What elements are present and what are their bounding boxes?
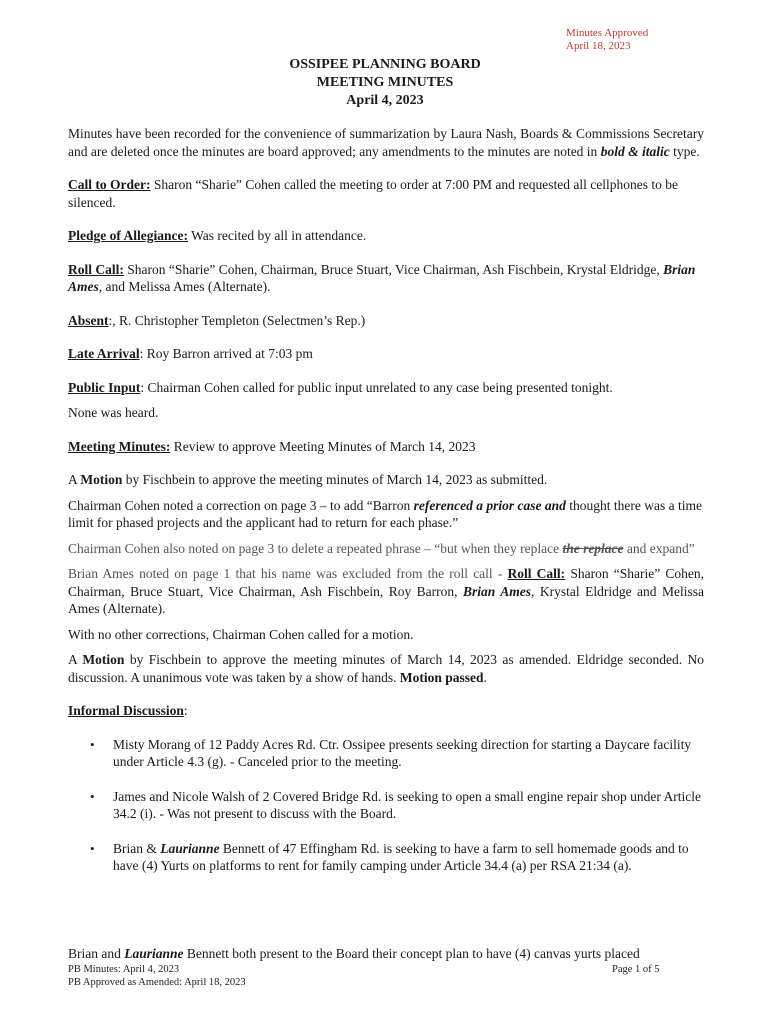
late-arrival-paragraph	[68, 345, 704, 363]
first-motion-word: Motion	[80, 472, 123, 487]
meeting-minutes-text: Review to approve Meeting Minutes of March 14, 2023	[170, 438, 476, 454]
roll-call-paragraph	[68, 261, 704, 296]
pledge-label: Pledge of Allegiance:	[68, 228, 188, 243]
ames-roll-call-label: Roll Call:	[507, 566, 566, 581]
absent-paragraph	[68, 312, 704, 330]
approval-stamp	[566, 27, 648, 53]
page-number: Page 1 of 5	[612, 964, 660, 975]
bullet-icon: •	[90, 736, 95, 752]
first-motion-paragraph	[68, 471, 704, 489]
pledge-paragraph	[68, 227, 704, 245]
roll-call-text: Sharon “Sharie” Cohen, Chairman, Bruce Stuart, Vice Chairman, Ash Fischbein, Krystal Eldridge,	[123, 261, 664, 277]
pledge-text: Was recited by all in attendance.	[187, 228, 367, 243]
footer-approval: PB Approved as Amended: April 18, 2023	[68, 977, 246, 988]
footer-minutes-date: PB Minutes: April 4, 2023	[68, 964, 180, 975]
bullet-icon: •	[90, 788, 95, 804]
intro-paragraph	[68, 125, 704, 160]
list-item-text: James and Nicole Walsh of 2 Covered Bridge Rd. is seeking to open a small engine repair shop under Article 34.2 (i). - Was not present to discuss with the Board.	[113, 788, 702, 821]
closing-paragraph	[68, 945, 704, 962]
document-title	[0, 56, 770, 110]
first-motion-text: by Fischbein to approve the meeting minutes of March 14, 2023 as submitted.	[122, 472, 548, 487]
public-input-text: : Chairman Cohen called for public input unrelated to any case being presented tonight.	[140, 379, 613, 395]
list-item-prefix: Brian &	[113, 840, 161, 856]
closing-emphasis: Laurianne	[124, 946, 184, 961]
approval-stamp-line2: April 18, 2023	[566, 40, 631, 52]
list-item-emphasis: Laurianne	[160, 840, 220, 856]
meeting-minutes-paragraph	[68, 438, 704, 456]
second-motion-text: by Fischbein to approve the meeting minutes of March 14, 2023 as amended. Eldridge seconded. No discussion. A unanimous vote was taken by a show of hands.	[68, 652, 704, 685]
correction-two-text: and expand”	[623, 540, 695, 556]
list-item	[68, 788, 704, 823]
ames-correction-end: , Krystal Eldridge and Melissa Ames (Alternate).	[68, 583, 704, 616]
late-arrival-text: : Roy Barron arrived at 7:03 pm	[139, 346, 313, 361]
closing-text: Bennett both present to the Board their concept plan to have (4) canvas yurts placed	[183, 946, 640, 961]
bullet-icon: •	[90, 840, 95, 856]
closing-prefix: Brian and	[68, 946, 125, 961]
roll-call-label: Roll Call:	[68, 261, 124, 277]
document-type: MEETING MINUTES	[316, 75, 454, 90]
correction-one-paragraph	[68, 497, 704, 532]
absent-label: Absent	[68, 312, 109, 328]
first-motion-prefix: A	[68, 472, 81, 487]
ames-correction-emphasis: Brian Ames	[463, 583, 532, 599]
motion-result: Motion passed	[399, 669, 484, 685]
second-motion-paragraph	[68, 651, 704, 686]
approval-stamp-line1: Minutes Approved	[566, 27, 649, 39]
roll-call-text-end: , and Melissa Ames (Alternate).	[98, 279, 271, 294]
list-item-text: Bennett of 47 Effingham Rd. is seeking to have a farm to sell homemade goods and to have (4) Yurts on platforms to rent for family camping under Article 34.4 (a) per RSA 21:34 (a).	[113, 840, 689, 873]
second-motion-prefix: A	[68, 652, 83, 667]
informal-discussion-label: Informal Discussion	[68, 703, 184, 718]
page-footer-left	[68, 963, 246, 989]
call-to-order-text: Sharon “Sharie” Cohen called the meeting to order at 7:00 PM and requested all cellphones to be silenced.	[68, 177, 678, 210]
public-input-none: None was heard.	[68, 405, 159, 420]
intro-tail: type.	[669, 143, 700, 159]
intro-text: Minutes have been recorded for the convenience of summarization by Laura Nash, Boards & Commissions Secretary and are deleted once the minutes are board approved; any amendments to the minutes are noted in	[68, 126, 704, 159]
absent-text: :, R. Christopher Templeton (Selectmen’s Rep.)	[108, 312, 366, 328]
correction-one-text: thought there was a time limit for phased projects and the applicant had to return for each phase.”	[68, 497, 702, 530]
board-name: OSSIPEE PLANNING BOARD	[289, 57, 481, 72]
list-item-text: Misty Morang of 12 Paddy Acres Rd. Ctr. Ossipee presents seeking direction for starting a Daycare facility under Article 4.3 (g). - Canceled prior to the meeting.	[113, 736, 692, 769]
meeting-date: April 4, 2023	[346, 93, 424, 108]
correction-one-prefix: Chairman Cohen noted a correction on page 3 – to add “Barron	[68, 497, 414, 513]
motion-result-end: .	[483, 669, 487, 685]
informal-discussion-list	[68, 736, 704, 875]
list-item	[68, 736, 704, 771]
late-arrival-label: Late Arrival	[68, 346, 140, 361]
correction-two-paragraph	[68, 540, 704, 558]
ames-correction-paragraph	[68, 565, 704, 618]
call-to-order-paragraph	[68, 176, 704, 211]
meeting-minutes-label: Meeting Minutes:	[68, 438, 171, 454]
public-input-paragraph	[68, 379, 704, 397]
no-other-corrections: With no other corrections, Chairman Cohen called for a motion.	[68, 626, 414, 642]
correction-one-emphasis: referenced a prior case and	[413, 497, 566, 513]
ames-correction-prefix: Brian Ames noted on page 1 that his name was excluded from the roll call -	[68, 566, 508, 581]
intro-emphasis: bold & italic	[600, 143, 670, 159]
informal-discussion-heading	[68, 702, 704, 720]
public-input-label: Public Input	[68, 379, 141, 395]
informal-discussion-colon: :	[183, 703, 188, 718]
ames-correction-text: Sharon “Sharie” Cohen, Chairman, Bruce Stuart, Vice Chairman, Ash Fischbein, Roy Barron,	[68, 566, 705, 599]
second-motion-word: Motion	[82, 652, 125, 667]
correction-two-struck: the replace	[562, 540, 624, 556]
list-item	[68, 840, 704, 875]
roll-call-emphasis: Brian Ames	[68, 261, 696, 294]
correction-two-prefix: Chairman Cohen also noted on page 3 to delete a repeated phrase – “but when they replace	[68, 540, 563, 556]
call-to-order-label: Call to Order:	[68, 177, 151, 192]
document-body	[68, 125, 704, 892]
